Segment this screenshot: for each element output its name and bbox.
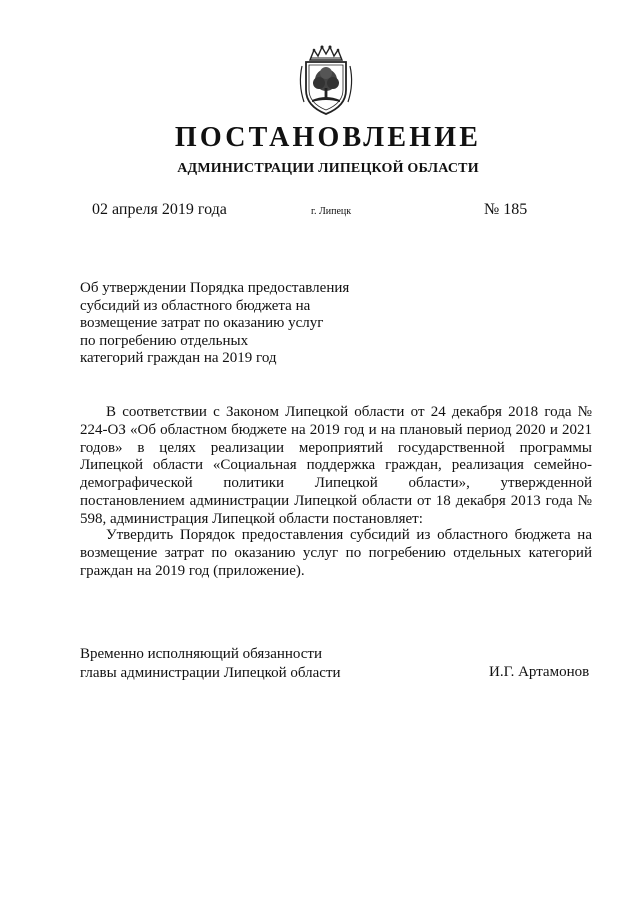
document-title: ПОСТАНОВЛЕНИЕ [174,122,482,153]
document-subject [80,280,349,368]
signatory-role-line: главы администрации Липецкой области [80,665,341,681]
resolution-paragraph: Утвердить Порядок предоставления субсидий из областного бюджета на возмещение затрат по оказанию услуг по погребению отдельных категорий граждан на 2019 год (приложение). [80,527,592,579]
document-number: № 185 [484,201,528,218]
signatory-role-line: Временно исполняющий обязанности [80,646,323,662]
subject-line: по погребению отдельных [80,332,249,349]
document-city: г. Липецк [311,206,352,217]
subject-line: категорий граждан на 2019 год [80,350,277,366]
preamble-paragraph: В соответствии с Законом Липецкой области от 24 декабря 2018 года № 224-ОЗ «Об областном бюджете на 2019 год и на плановый период 2020 и 2021 годов» в целях реализации мероприятий государственной программы Липецкой области «Социальная поддержка граждан, реализация семейно-демографической политики Липецкой области», утвержденной постановлением администрации Липецкой области от 18 декабря 2013 года № 598, администрация Липецкой области постановляет: [80,404,592,527]
subject-line: возмещение затрат по оказанию услуг [80,315,324,331]
document-date: 02 апреля 2019 года [92,201,227,218]
subject-line: субсидий из областного бюджета на [80,297,311,314]
signatory-name: И.Г. Артамонов [489,664,590,680]
signatory-role [80,645,341,683]
document-subtitle: АДМИНИСТРАЦИИ ЛИПЕЦКОЙ ОБЛАСТИ [177,161,479,176]
lipetsk-coat-of-arms-icon [296,44,356,116]
subject-line: Об утверждении Порядка предоставления [80,280,350,296]
